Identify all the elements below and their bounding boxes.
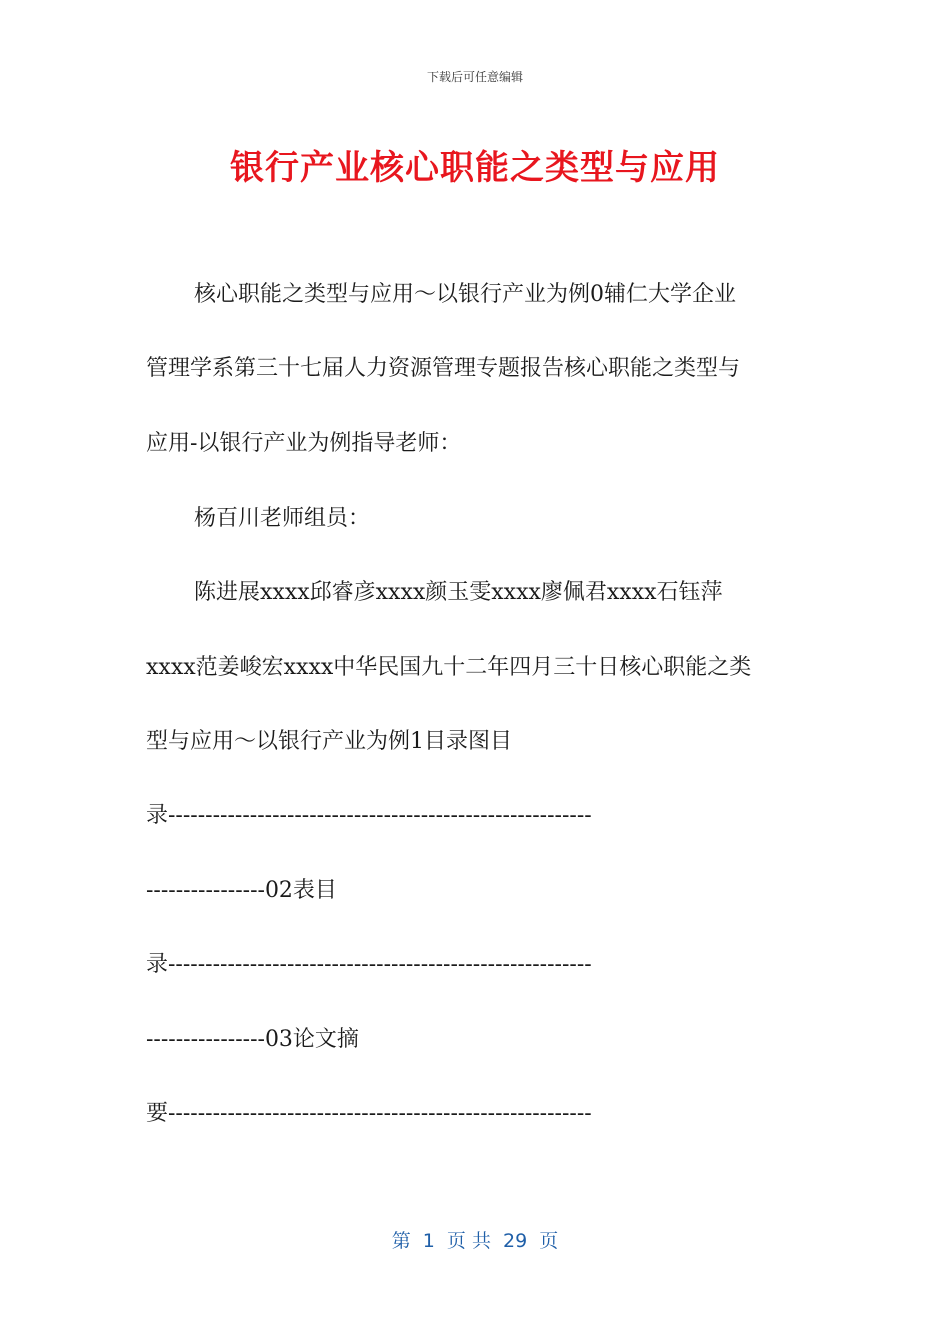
toc-line-5: 要---------------------------------------------------------: [146, 1101, 592, 1126]
toc-line-4: ----------------03论文摘: [146, 1027, 359, 1052]
page-footer: 第 1 页 共 29 页: [391, 1230, 559, 1252]
toc-line-3: 录---------------------------------------------------------: [146, 952, 592, 977]
document-title: 银行产业核心职能之类型与应用: [230, 148, 720, 188]
body-line-6: xxxx范姜峻宏xxxx中华民国九十二年四月三十日核心职能之类: [146, 655, 752, 680]
toc-line-2: ----------------02表目: [146, 878, 337, 903]
body-line-2: 管理学系第三十七届人力资源管理专题报告核心职能之类型与: [146, 356, 741, 381]
body-line-7: 型与应用～以银行产业为例1目录图目: [146, 729, 512, 754]
body-line-3: 应用-以银行产业为例指导老师：: [146, 431, 462, 456]
body-line-4: 杨百川老师组员：: [194, 506, 371, 531]
body-line-5: 陈进展xxxx邱睿彦xxxx颜玉雯xxxx廖佩君xxxx石钰萍: [194, 580, 723, 605]
toc-line-1: 录---------------------------------------------------------: [146, 803, 592, 828]
body-line-1: 核心职能之类型与应用～以银行产业为例0辅仁大学企业: [194, 282, 736, 307]
header-note: 下载后可任意编辑: [426, 70, 523, 84]
